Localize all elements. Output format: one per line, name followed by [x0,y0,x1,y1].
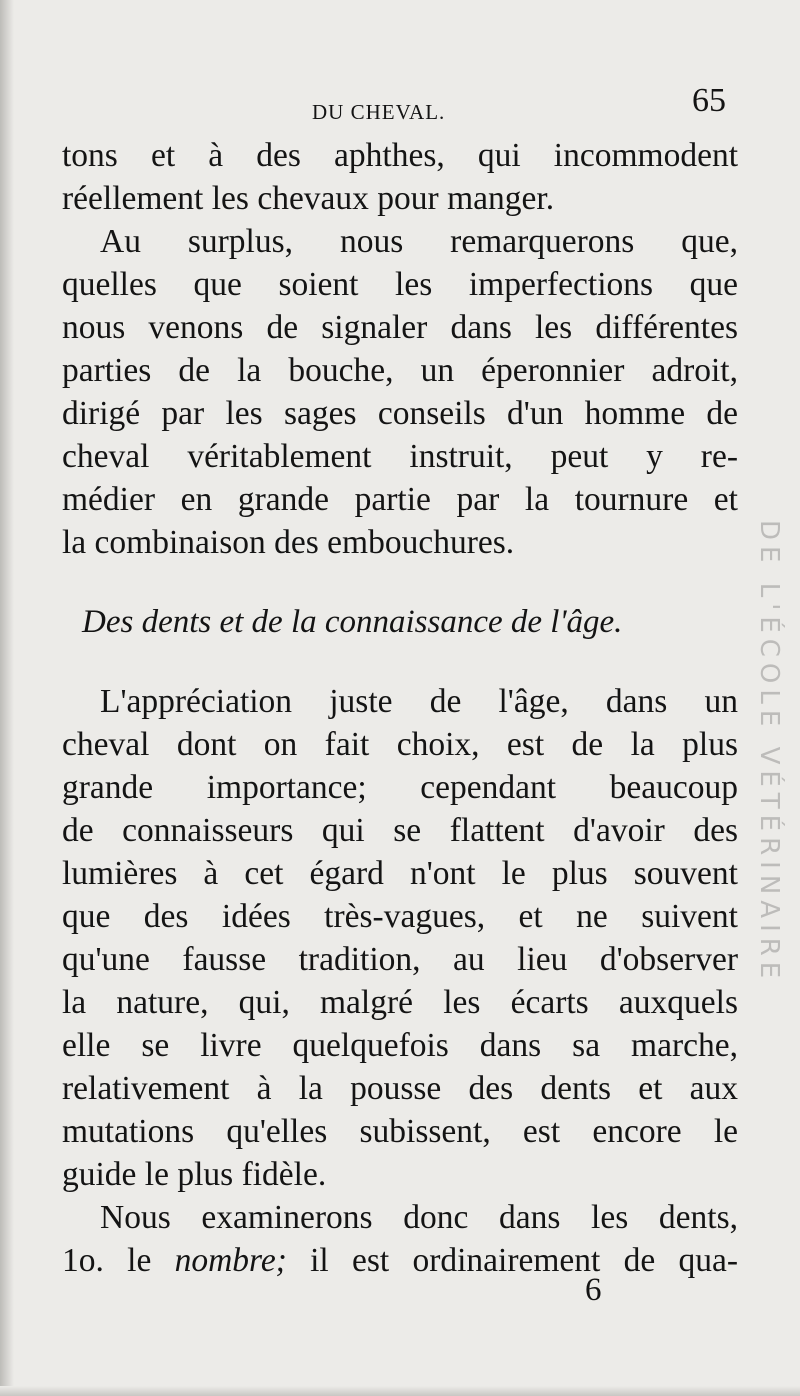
text-line: de connaisseurs qui se flattent d'avoir des [62,812,738,849]
text-line: grande importance; cependant beaucoup [62,769,738,806]
text-line: quelles que soient les imperfections que [62,266,738,303]
text-line: lumières à cet égard n'ont le plus souvent [62,855,738,892]
page-gutter-shadow [0,0,14,1396]
text-line [62,1239,738,1282]
text-line: elle se livre quelquefois dans sa marche, [62,1027,738,1064]
text-line: médier en grande partie par la tournure et [62,481,738,518]
signature-mark: 6 [585,1272,602,1308]
text-line: relativement à la pousse des dents et aux [62,1070,738,1107]
text-line: dirigé par les sages conseils d'un homme de [62,395,738,432]
text-line: nous venons de signaler dans les différentes [62,309,738,346]
running-head-title: DU CHEVAL. [312,100,446,124]
text-line: guide le plus fidèle. [62,1156,327,1193]
text-line: L'appréciation juste de l'âge, dans un [100,683,738,720]
text-line: Nous examinerons donc dans les dents, [100,1199,738,1236]
text-line: la combinaison des embouchures. [62,524,515,561]
section-heading: Des dents et de la connaissance de l'âge. [82,604,623,640]
text-line: la nature, qui, malgré les écarts auxquels [62,984,738,1021]
page-number: 65 [692,82,726,119]
text-line: réellement les chevaux pour manger. [62,180,555,217]
text-line: cheval véritablement instruit, peut y re- [62,438,738,475]
text-block-lower [62,680,738,1282]
list-number: 1o. le [62,1242,175,1279]
text-line: parties de la bouche, un éperonnier adroit, [62,352,738,389]
text-line: cheval dont on fait choix, est de la plus [62,726,738,763]
text-line: Au surplus, nous remarquerons que, [100,223,738,260]
library-stamp: DE L'ÉCOLE VÉTÉRINAIRE [754,520,784,985]
text-line: qu'une fausse tradition, au lieu d'observer [62,941,738,978]
running-head [0,82,740,122]
emphasis-word: nombre; [174,1242,287,1279]
line-remainder: il est ordinairement de qua- [286,1242,738,1279]
text-line: que des idées très-vagues, et ne suivent [62,898,738,935]
text-line: mutations qu'elles subissent, est encore le [62,1113,738,1150]
page-bottom-shadow [0,1386,800,1396]
text-block-upper [62,134,738,564]
text-line: tons et à des aphthes, qui incommodent [62,137,738,174]
